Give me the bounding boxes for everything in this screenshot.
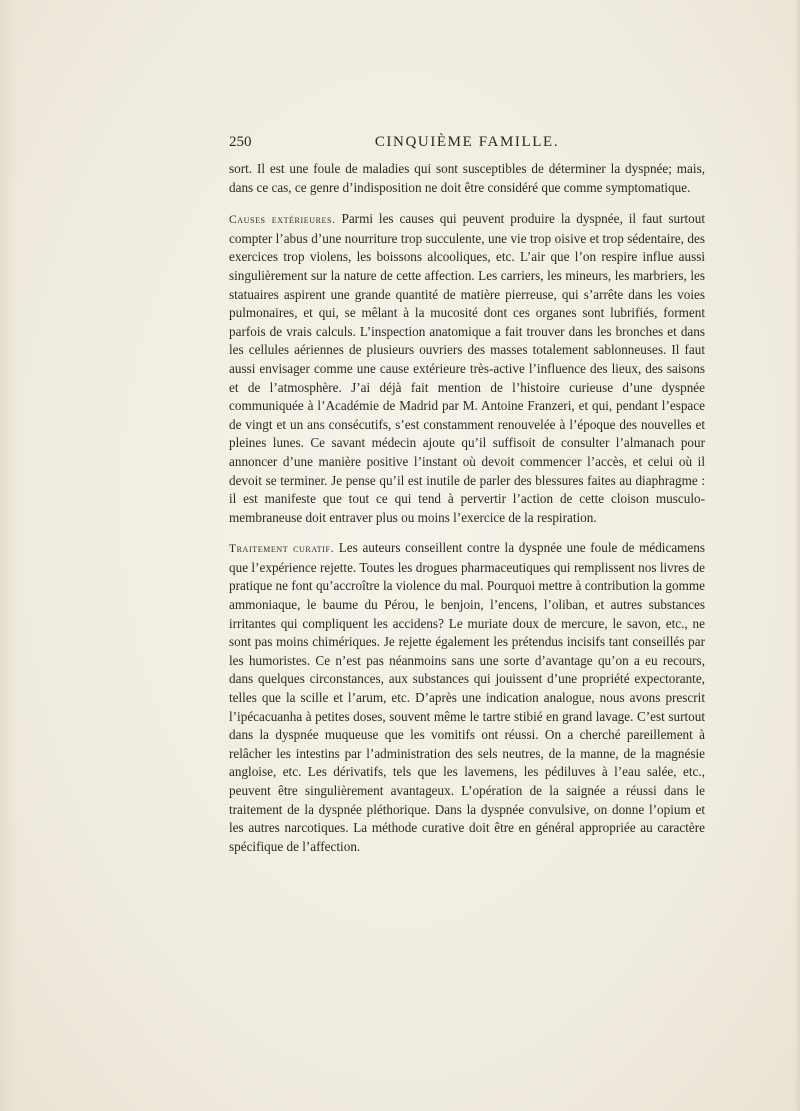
opening-paragraph: sort. Il est une foule de maladies qui sont susceptibles de déterminer la dyspnée; mais, dans ce cas, ce genre d’indisposition ne doit être considéré que comme symptomatique. — [229, 161, 705, 195]
causes-paragraph — [229, 210, 705, 527]
page-shadow-right — [794, 0, 800, 1111]
treatment-text: Les auteurs conseillent contre la dyspnée une foule de médicamens que l’expérience rejette. Toutes les drogues pharmaceutiques qui remplissent nos livres de pratique ne font qu’accroître la violence du mal. Pourquoi mettre à contribution la gomme ammoniaque, le baume du Pérou, le benjoin, l’encens, l’oliban, et autres substances irritantes qui compliquent les accidens? Le muriate doux de mercure, le savon, etc., ne sont pas moins chimériques. Je rejette également les prétendus incisifs tant conseillés par les humoristes. Ce n’est pas néanmoins sans une sorte d’avantage qu’on a eu recours, dans quelques circonstances, aux substances qui jouissent d’une propriété expectorante, telles que la scille et l’arum, etc. D’après une indication analogue, nous avons prescrit l’ipécacuanha à petites doses, souvent même le tartre stibié en grand lavage. C’est surtout dans la dyspnée muqueuse que les vomitifs ont réussi. On a cherché pareillement à relâcher les intestins par l’administration des sels neutres, de la manne, de la magnésie angloise, etc. Les dérivatifs, tels que les lavemens, les pédiluves à l’eau salée, etc., peuvent être singulièrement avantageux. L’opération de la saignée a réussi dans le traitement de la dyspnée pléthorique. Dans la dyspnée convulsive, on donne l’opium et les autres narcotiques. La méthode curative doit être en général appropriée au caractère spécifique de l’affection. — [229, 540, 706, 854]
treatment-heading: Traitement curatif. — [229, 543, 335, 556]
treatment-paragraph — [229, 539, 705, 856]
page-header — [229, 134, 705, 156]
page-shadow-left — [0, 0, 18, 1111]
causes-text: Parmi les causes qui peuvent produire la dyspnée, il faut surtout compter l’abus d’une nourriture trop succulente, une vie trop oisive et trop sédentaire, des exercices trop violens, les boissons alcooliques, etc. L’air que l’on respire influe aussi singulièrement sur la nature de cette affection. Les carriers, les mineurs, les marbriers, les statuaires aspirent une grande quantité de matière pierreuse, qui s’arrête dans les voies pulmonaires, et qui, se mêlant à la mucosité dont ces organes sont lubrifiés, forment parfois de vrais calculs. L’inspection anatomique a fait trouver dans les bronches et dans les cellules aériennes de plusieurs ouvriers des masses totalement sablonneuses. Il faut aussi envisager comme une cause extérieure très-active l’influence des lieux, des saisons et de l’atmosphère. J’ai déjà fait mention de l’histoire curieuse d’une dyspnée communiquée à l’Académie de Madrid par M. Antoine Franzeri, et qui, pendant l’espace de vingt et un ans consécutifs, s’est constamment renouvelée à l’époque des nouvelles et pleines lunes. Ce savant médecin ajoute qu’il suffisoit de consulter l’almanach pour annoncer d’une manière positive l’instant où devoit commencer l’accès, et celui où il devoit se terminer. Je pense qu’il est inutile de parler des blessures faites au diaphragme : il est manifeste que tout ce qui tend à pervertir l’action de cette cloison musculo-membraneuse doit entraver plus ou moins l’exercice de la respiration. — [229, 211, 705, 525]
page-number: 250 — [229, 134, 252, 150]
running-head: CINQUIÈME FAMILLE. — [374, 134, 560, 150]
body-text — [229, 160, 705, 868]
causes-heading: Causes extérieures. — [229, 214, 336, 227]
